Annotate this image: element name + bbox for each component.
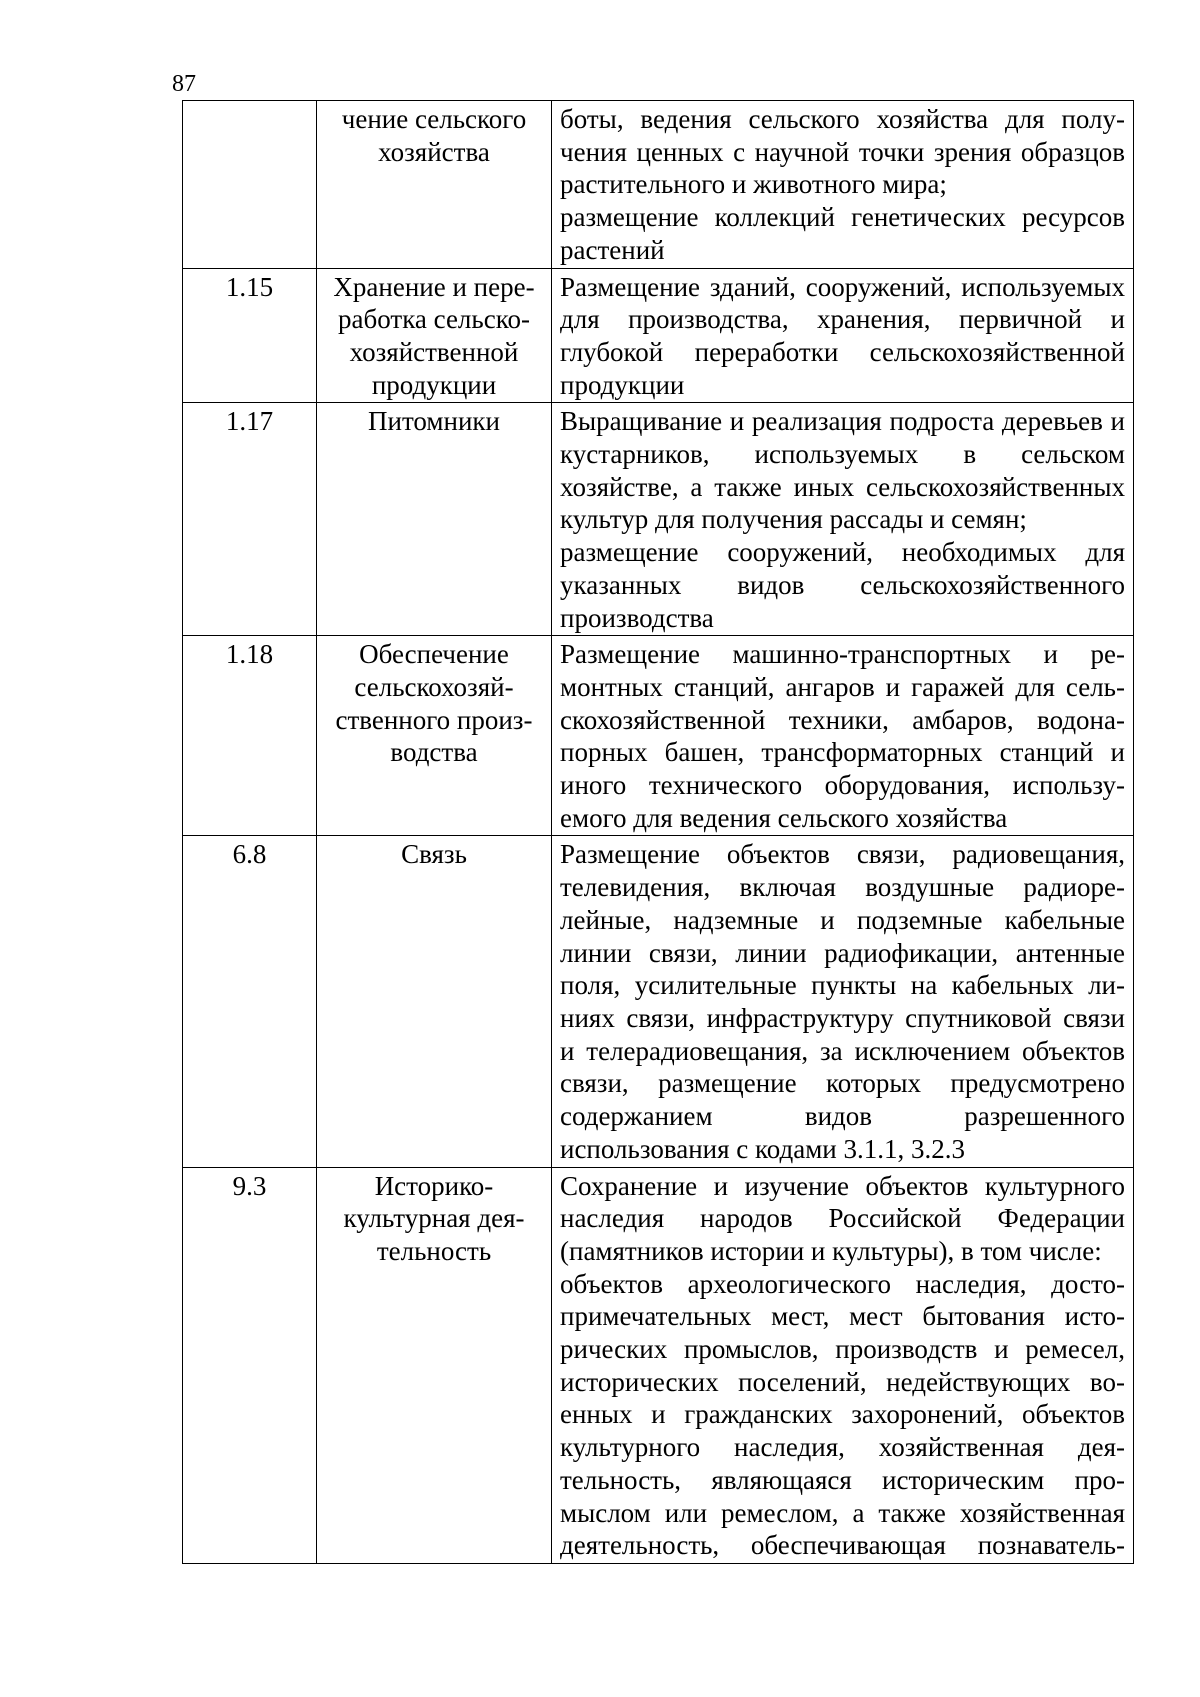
description-cell: [552, 636, 1134, 836]
table-row: [183, 403, 1134, 636]
description-cell: [552, 1167, 1134, 1563]
table-row: [183, 836, 1134, 1167]
table-row: [183, 101, 1134, 269]
code-cell: 6.8: [183, 836, 317, 1167]
name-cell: Историко-культурная деятельность: [317, 1167, 552, 1563]
description-paragraph: Размещение зданий, сооружений, используемых для производства, хранения, первичной и глубокой переработки сельскохозяйственной продукции: [560, 271, 1125, 400]
description-paragraph: размещение сооружений, необходимых для указанных видов сельскохозяйственного производства: [560, 537, 1125, 633]
description-cell: [552, 268, 1134, 403]
description-paragraph: Выращивание и реализация подроста деревьев и кустарников, используемых в сельском хозяйстве, а также иных сельскохозяйственных культур для получения рассады и семян;: [560, 406, 1125, 535]
name-cell: Обеспечение сельскохозяйственного производства: [317, 636, 552, 836]
description-paragraph: объектов археологического наследия, достопримечательных мест, мест бытования исторических промыслов, производств и ремесел, исторических поселений, недействующих военных и гражданских захоронений, объектов культурного наследия, хозяйственная деятельность, являющаяся историческим промыслом или ремеслом, а также хозяйственная деятельность, обеспечивающая познаватель-: [560, 1268, 1125, 1561]
name-cell: Питомники: [317, 403, 552, 636]
table-row: [183, 636, 1134, 836]
code-cell: 9.3: [183, 1167, 317, 1563]
description-paragraph: Размещение машинно-транспортных и ремонтных станций, ангаров и гаражей для сельскохозяйственной техники, амбаров, водонапорных башен, трансформаторных станций и иного технического оборудования, используемого для ведения сельского хозяйства: [560, 639, 1125, 833]
description-cell: [552, 403, 1134, 636]
code-cell: [183, 101, 317, 269]
code-cell: 1.15: [183, 268, 317, 403]
land-use-table: [182, 100, 1134, 1564]
description-paragraph: боты, ведения сельского хозяйства для получения ценных с научной точки зрения образцов растительного и животного мира;: [560, 104, 1125, 200]
name-cell: Хранение и переработка сельскохозяйственной продукции: [317, 268, 552, 403]
description-cell: [552, 101, 1134, 269]
code-cell: 1.17: [183, 403, 317, 636]
page-number: 87: [172, 71, 196, 97]
description-cell: [552, 836, 1134, 1167]
table-row: [183, 268, 1134, 403]
table-row: [183, 1167, 1134, 1563]
code-cell: 1.18: [183, 636, 317, 836]
description-paragraph: Сохранение и изучение объектов культурного наследия народов Российской Федерации (памятников истории и культуры), в том числе:: [560, 1170, 1125, 1266]
description-paragraph: размещение коллекций генетических ресурсов растений: [560, 202, 1125, 265]
name-cell: чение сельского хозяйства: [317, 101, 552, 269]
description-paragraph: Размещение объектов связи, радиовещания, телевидения, включая воздушные радиорелейные, надземные и подземные кабельные линии связи, линии радиофикации, антенные поля, усилительные пункты на кабельных линиях связи, инфраструктуру спутниковой связи и телерадиовещания, за исключением объектов связи, размещение которых предусмотрено содержанием видов разрешенного использования с кодами 3.1.1, 3.2.3: [560, 839, 1125, 1164]
name-cell: Связь: [317, 836, 552, 1167]
